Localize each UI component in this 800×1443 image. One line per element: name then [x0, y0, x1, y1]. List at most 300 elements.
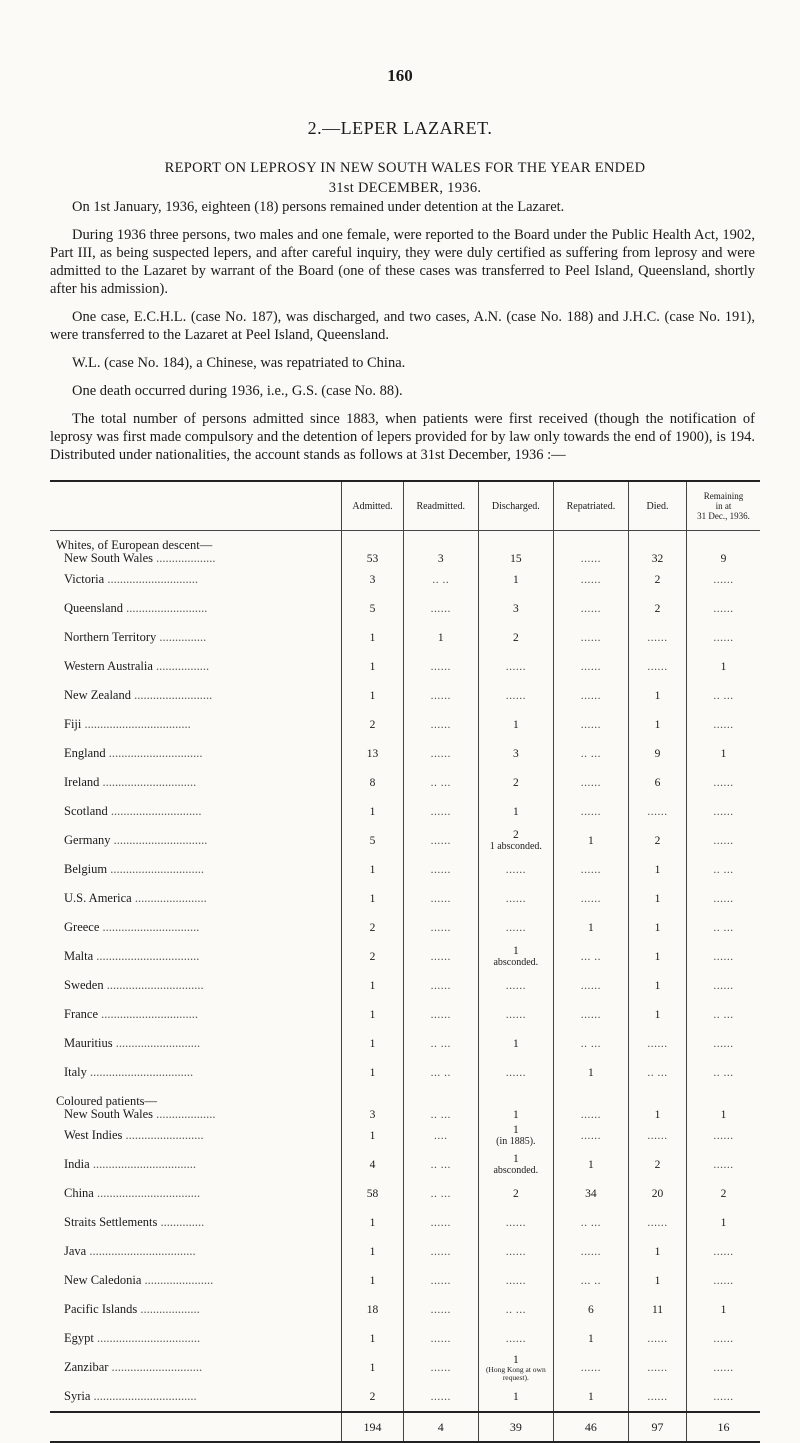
cell-value: ......: [713, 631, 734, 644]
cell-value: 34: [585, 1187, 597, 1200]
row-label: [50, 1208, 342, 1237]
header-repatriated: Repatriated.: [553, 481, 628, 531]
cell-value: 15: [510, 553, 522, 565]
leader-dots: .............................: [107, 804, 202, 818]
row-name: Belgium: [64, 862, 108, 876]
cell-repatriated: [553, 1058, 628, 1087]
cell-value: 20: [651, 1187, 664, 1200]
cell-value: ......: [505, 1066, 526, 1079]
cell-value: 1: [512, 1390, 519, 1403]
cell-remaining: [687, 1179, 760, 1208]
cell-remaining: [687, 710, 760, 739]
cell-died: [629, 884, 687, 913]
cell-discharged: [478, 826, 553, 855]
row-label: [50, 1266, 342, 1295]
cell-value: 1: [720, 747, 727, 760]
total-readmitted: 4: [403, 1412, 478, 1442]
cell-value: 32: [651, 553, 664, 565]
cell-value: ......: [580, 1109, 602, 1121]
cell-readmitted: [403, 739, 478, 768]
cell-repatriated: [553, 1121, 628, 1150]
cell-readmitted: [403, 594, 478, 623]
row-label: [50, 1353, 342, 1382]
cell-value: ......: [505, 1216, 526, 1229]
cell-value: 1: [654, 1109, 661, 1121]
row-name: Mauritius: [64, 1036, 113, 1050]
row-label: [50, 1000, 342, 1029]
header-admitted: Admitted.: [342, 481, 403, 531]
cell-value: 1: [654, 718, 661, 731]
cell-readmitted: [403, 855, 478, 884]
cell-value: ......: [505, 1332, 526, 1345]
cell-value: ......: [505, 1245, 526, 1258]
cell-admitted: [342, 855, 403, 884]
cell-readmitted: [403, 1179, 478, 1208]
header-remaining: [687, 481, 760, 531]
row-label: [50, 652, 342, 681]
cell-repatriated: [553, 826, 628, 855]
leader-dots: ...............................: [98, 1007, 199, 1021]
cell-readmitted: [403, 1237, 478, 1266]
cell-admitted: [342, 1000, 403, 1029]
cell-value: 2: [720, 1187, 727, 1200]
cell-value: 1: [720, 1109, 727, 1121]
cell-admitted: [342, 884, 403, 913]
cell-repatriated: [553, 768, 628, 797]
cell-value: ......: [430, 1274, 451, 1287]
row-label: [50, 1121, 342, 1150]
cell-value: .. ...: [580, 1037, 602, 1050]
cell-discharged: [478, 1087, 553, 1121]
cell-repatriated: [553, 1353, 628, 1382]
cell-value: 5: [369, 834, 376, 847]
cell-value: ......: [580, 553, 602, 565]
cell-value: 1: [654, 950, 661, 963]
cell-value: 1: [512, 1037, 519, 1050]
row-label: [50, 1058, 342, 1087]
cell-died: [629, 1266, 687, 1295]
cell-discharged: [478, 855, 553, 884]
cell-died: [629, 826, 687, 855]
cell-died: [629, 855, 687, 884]
row-name: Northern Territory: [64, 630, 157, 644]
cell-admitted: [342, 681, 403, 710]
cell-admitted: [342, 1029, 403, 1058]
cell-value: 1: [369, 689, 376, 702]
cell-died: [629, 1000, 687, 1029]
cell-died: [629, 710, 687, 739]
cell-value: 1: [720, 1216, 727, 1229]
cell-value: ......: [430, 834, 451, 847]
cell-value: ......: [430, 747, 451, 760]
cell-readmitted: [403, 1324, 478, 1353]
table-row: [50, 942, 760, 971]
cell-died: [629, 1121, 687, 1150]
row-name: Scotland: [64, 804, 108, 818]
table-row: [50, 884, 760, 913]
cell-value: .. ...: [713, 689, 734, 702]
cell-repatriated: [553, 1000, 628, 1029]
total-discharged: 39: [478, 1412, 553, 1442]
row-label: [50, 739, 342, 768]
cell-readmitted: [403, 1058, 478, 1087]
cell-value: .. ...: [430, 1037, 451, 1050]
table-row: [50, 797, 760, 826]
cell-value: ......: [647, 660, 668, 673]
cell-remaining: [687, 1087, 760, 1121]
cell-discharged: [478, 884, 553, 913]
row-name: New South Wales: [64, 551, 154, 565]
cell-died: [629, 1295, 687, 1324]
cell-value: 2: [369, 921, 376, 934]
cell-value: ......: [580, 631, 602, 644]
row-label: [50, 797, 342, 826]
row-label: [50, 1237, 342, 1266]
cell-value: 1: [369, 979, 376, 992]
cell-value: ......: [430, 1008, 451, 1021]
cell-discharged: [478, 531, 553, 566]
cell-remaining: [687, 826, 760, 855]
cell-value: 1: [512, 1353, 519, 1366]
totals-label-blank: [50, 1412, 342, 1442]
cell-value: ......: [430, 689, 451, 702]
table-row: [50, 855, 760, 884]
row-name: New South Wales: [64, 1107, 154, 1121]
cell-discharged: [478, 623, 553, 652]
cell-value: 1: [369, 631, 376, 644]
header-remaining-line-2: in at: [715, 501, 732, 511]
cell-admitted: [342, 594, 403, 623]
table-row: [50, 913, 760, 942]
cell-value: ......: [580, 863, 602, 876]
leader-dots: ......................: [141, 1273, 214, 1287]
cell-value: ......: [505, 689, 526, 702]
leader-dots: ...............: [156, 630, 207, 644]
row-name: Queensland: [64, 601, 124, 615]
cell-value: 1: [654, 1245, 661, 1258]
cell-value: ......: [580, 805, 602, 818]
cell-discharged: [478, 1324, 553, 1353]
row-label: [50, 623, 342, 652]
cell-readmitted: [403, 1266, 478, 1295]
row-label: [50, 1324, 342, 1353]
row-name: West Indies: [64, 1128, 123, 1142]
cell-value: ......: [430, 950, 451, 963]
cell-value: ......: [430, 892, 451, 905]
cell-value: ......: [647, 1332, 668, 1345]
cell-value: ......: [647, 1216, 668, 1229]
cell-remaining: [687, 1237, 760, 1266]
cell-discharged: [478, 797, 553, 826]
cell-admitted: [342, 1179, 403, 1208]
leader-dots: ..................................: [86, 1244, 196, 1258]
cell-value: ......: [430, 1361, 451, 1374]
total-remaining: 16: [687, 1412, 760, 1442]
table-row: [50, 1121, 760, 1150]
cell-readmitted: [403, 826, 478, 855]
table-header-row: [50, 481, 760, 531]
cell-value: 13: [366, 747, 379, 760]
table-row: [50, 1237, 760, 1266]
cell-died: [629, 1353, 687, 1382]
total-repatriated: 46: [553, 1412, 628, 1442]
row-label: [50, 768, 342, 797]
cell-value: ......: [647, 631, 668, 644]
cell-remaining: [687, 1029, 760, 1058]
report-title-line-2: 31st DECEMBER, 1936.: [328, 180, 482, 196]
cell-died: [629, 971, 687, 1000]
cell-discharged: [478, 1353, 553, 1382]
table-row: [50, 1382, 760, 1412]
table-row: [50, 1179, 760, 1208]
cell-readmitted: [403, 1150, 478, 1179]
leader-dots: .................................: [90, 1389, 197, 1403]
cell-remaining: [687, 531, 760, 566]
leader-dots: ..........................: [123, 601, 208, 615]
cell-admitted: [342, 768, 403, 797]
cell-value: 1: [369, 1245, 376, 1258]
row-name: U.S. America: [64, 891, 132, 905]
row-name: France: [64, 1007, 99, 1021]
cell-value: ......: [580, 718, 602, 731]
header-discharged: Discharged.: [478, 481, 553, 531]
cell-readmitted: [403, 797, 478, 826]
cell-discharged: [478, 1295, 553, 1324]
table-row: [50, 1029, 760, 1058]
cell-repatriated: [553, 913, 628, 942]
cell-remaining: [687, 1353, 760, 1382]
cell-value: ......: [505, 892, 526, 905]
row-name: Fiji: [64, 717, 82, 731]
leader-dots: .............................: [104, 572, 198, 586]
cell-died: [629, 1058, 687, 1087]
cell-value: ......: [580, 660, 602, 673]
cell-value: ......: [580, 979, 602, 992]
table-row: [50, 531, 760, 566]
header-readmitted: Readmitted.: [403, 481, 478, 531]
cell-discharged: [478, 710, 553, 739]
cell-repatriated: [553, 739, 628, 768]
cell-value: ......: [430, 1332, 451, 1345]
cell-value: 2: [369, 950, 376, 963]
cell-value: 1: [369, 1008, 376, 1021]
row-label: [50, 1087, 342, 1121]
leader-dots: ...............................: [103, 978, 204, 992]
cell-discharged: [478, 594, 553, 623]
cell-discharged: [478, 1121, 553, 1150]
cell-value: ... ..: [580, 1274, 602, 1287]
cell-readmitted: [403, 1000, 478, 1029]
cell-remaining: [687, 797, 760, 826]
row-label: [50, 1150, 342, 1179]
cell-value: 1: [720, 1303, 727, 1316]
cell-value: 1: [369, 1274, 376, 1287]
cell-value: .. ...: [713, 921, 734, 934]
cell-note: (in 1885).: [496, 1136, 536, 1147]
cell-value: 1: [588, 1332, 594, 1345]
table-row: [50, 652, 760, 681]
row-name: Malta: [64, 949, 94, 963]
cell-value: ......: [713, 1158, 734, 1171]
cell-value: 9: [720, 553, 727, 565]
cell-value: ......: [430, 660, 451, 673]
cell-remaining: [687, 1150, 760, 1179]
cell-value: ......: [580, 1008, 602, 1021]
cell-remaining: [687, 971, 760, 1000]
cell-discharged: [478, 1029, 553, 1058]
cell-value: 5: [369, 602, 376, 615]
table-row: [50, 1266, 760, 1295]
row-name: Victoria: [64, 572, 105, 586]
cell-value: .. ...: [430, 1109, 451, 1121]
cell-admitted: [342, 1121, 403, 1150]
cell-value: .. ...: [430, 1187, 451, 1200]
cell-repatriated: [553, 1295, 628, 1324]
cell-discharged: [478, 913, 553, 942]
cell-value: ......: [505, 1274, 526, 1287]
cell-value: 1: [437, 631, 444, 644]
cell-repatriated: [553, 1324, 628, 1353]
cell-value: 1: [369, 1037, 376, 1050]
cell-repatriated: [553, 681, 628, 710]
table-row: [50, 681, 760, 710]
cell-died: [629, 565, 687, 594]
row-name: Zanzibar: [64, 1360, 109, 1374]
row-label: [50, 942, 342, 971]
cell-value: ......: [713, 1332, 734, 1345]
cell-value: 1: [588, 1158, 594, 1171]
cell-readmitted: [403, 1353, 478, 1382]
cell-value: ... ..: [430, 1066, 451, 1079]
row-name: Germany: [64, 833, 111, 847]
cell-readmitted: [403, 913, 478, 942]
table-row: [50, 710, 760, 739]
cell-value: 2: [654, 834, 661, 847]
cell-value: ......: [713, 1274, 734, 1287]
cell-admitted: [342, 623, 403, 652]
leader-dots: ...............................: [99, 920, 200, 934]
cell-value: 2: [512, 631, 519, 644]
cell-discharged: [478, 1179, 553, 1208]
leader-dots: .................................: [93, 1331, 201, 1345]
cell-repatriated: [553, 942, 628, 971]
cell-note: (Hong Kong at own request).: [485, 1364, 546, 1382]
cell-readmitted: [403, 1029, 478, 1058]
table-row: [50, 1058, 760, 1087]
cell-value: ......: [580, 1129, 602, 1142]
cell-admitted: [342, 1058, 403, 1087]
cell-value: ......: [713, 950, 734, 963]
cell-value: ......: [713, 979, 734, 992]
cell-value: ......: [430, 602, 451, 615]
cell-value: 3: [512, 747, 519, 760]
cell-value: 1: [654, 979, 661, 992]
cell-value: 1: [369, 805, 376, 818]
cell-value: .. ..: [432, 573, 450, 586]
row-name: Java: [64, 1244, 87, 1258]
cell-repatriated: [553, 971, 628, 1000]
table-row: [50, 1000, 760, 1029]
cell-value: ......: [505, 660, 526, 673]
cell-admitted: [342, 1087, 403, 1121]
cell-remaining: [687, 565, 760, 594]
cell-repatriated: [553, 652, 628, 681]
report-title: [60, 158, 750, 198]
cell-value: ......: [713, 834, 734, 847]
cell-value: ......: [505, 921, 526, 934]
cell-repatriated: [553, 623, 628, 652]
header-label-blank: [50, 481, 342, 531]
cell-value: .. ...: [430, 1158, 451, 1171]
cell-admitted: [342, 942, 403, 971]
cell-value: ......: [713, 1245, 734, 1258]
paragraph-5: One death occurred during 1936, i.e., G.S. (case No. 88).: [72, 383, 403, 399]
paragraph-2: During 1936 three persons, two males and one female, were reported to the Board under the Public Health Act, 1902, Part III, as being suspected lepers, and after careful inquiry, they were duly certified as suffering from leprosy and were admitted to the Lazaret by warrant of the Board (one of these cases was transferred to Peel Island, Queensland, shortly after his admission).: [50, 227, 755, 297]
table-row: [50, 623, 760, 652]
cell-value: .. ...: [713, 863, 734, 876]
cell-remaining: [687, 1121, 760, 1150]
cell-admitted: [342, 1150, 403, 1179]
cell-died: [629, 531, 687, 566]
cell-readmitted: [403, 652, 478, 681]
leader-dots: .............................: [108, 1360, 203, 1374]
cell-value: 3: [369, 573, 376, 586]
cell-value: 1: [654, 689, 661, 702]
cell-value: 4: [369, 1158, 376, 1171]
cell-value: 9: [654, 747, 661, 760]
cell-admitted: [342, 652, 403, 681]
cell-readmitted: [403, 531, 478, 566]
row-label: [50, 971, 342, 1000]
cell-admitted: [342, 710, 403, 739]
cell-readmitted: [403, 1295, 478, 1324]
cell-repatriated: [553, 594, 628, 623]
cell-value: 1: [654, 892, 661, 905]
leader-dots: ...................: [153, 551, 216, 565]
row-label: [50, 1295, 342, 1324]
row-label: [50, 884, 342, 913]
table-row: [50, 1087, 760, 1121]
cell-value: ......: [713, 718, 734, 731]
cell-admitted: [342, 913, 403, 942]
cell-readmitted: [403, 884, 478, 913]
cell-value: ......: [430, 1216, 451, 1229]
cell-admitted: [342, 797, 403, 826]
row-name: Western Australia: [64, 659, 153, 673]
row-name: New Zealand: [64, 688, 131, 702]
cell-discharged: [478, 971, 553, 1000]
leader-dots: .................................: [93, 949, 200, 963]
cell-value: 2: [512, 1187, 519, 1200]
cell-value: 1: [512, 945, 519, 957]
cell-value: ......: [713, 892, 734, 905]
cell-value: ......: [430, 805, 451, 818]
cell-value: .. ...: [580, 1216, 602, 1229]
table-row: [50, 1295, 760, 1324]
cell-remaining: [687, 1295, 760, 1324]
cell-value: ......: [580, 776, 602, 789]
cell-remaining: [687, 1058, 760, 1087]
cell-value: 1: [588, 921, 594, 934]
row-label: [50, 565, 342, 594]
row-name: Pacific Islands: [64, 1302, 138, 1316]
header-remaining-line-3: 31 Dec., 1936.: [697, 511, 750, 521]
cell-repatriated: [553, 710, 628, 739]
report-title-line-1: REPORT ON LEPROSY IN NEW SOUTH WALES FOR THE YEAR ENDED: [164, 160, 646, 176]
leader-dots: ..............: [157, 1215, 205, 1229]
group-heading: Whites, of European descent—: [56, 538, 213, 552]
cell-value: 2: [654, 602, 661, 615]
